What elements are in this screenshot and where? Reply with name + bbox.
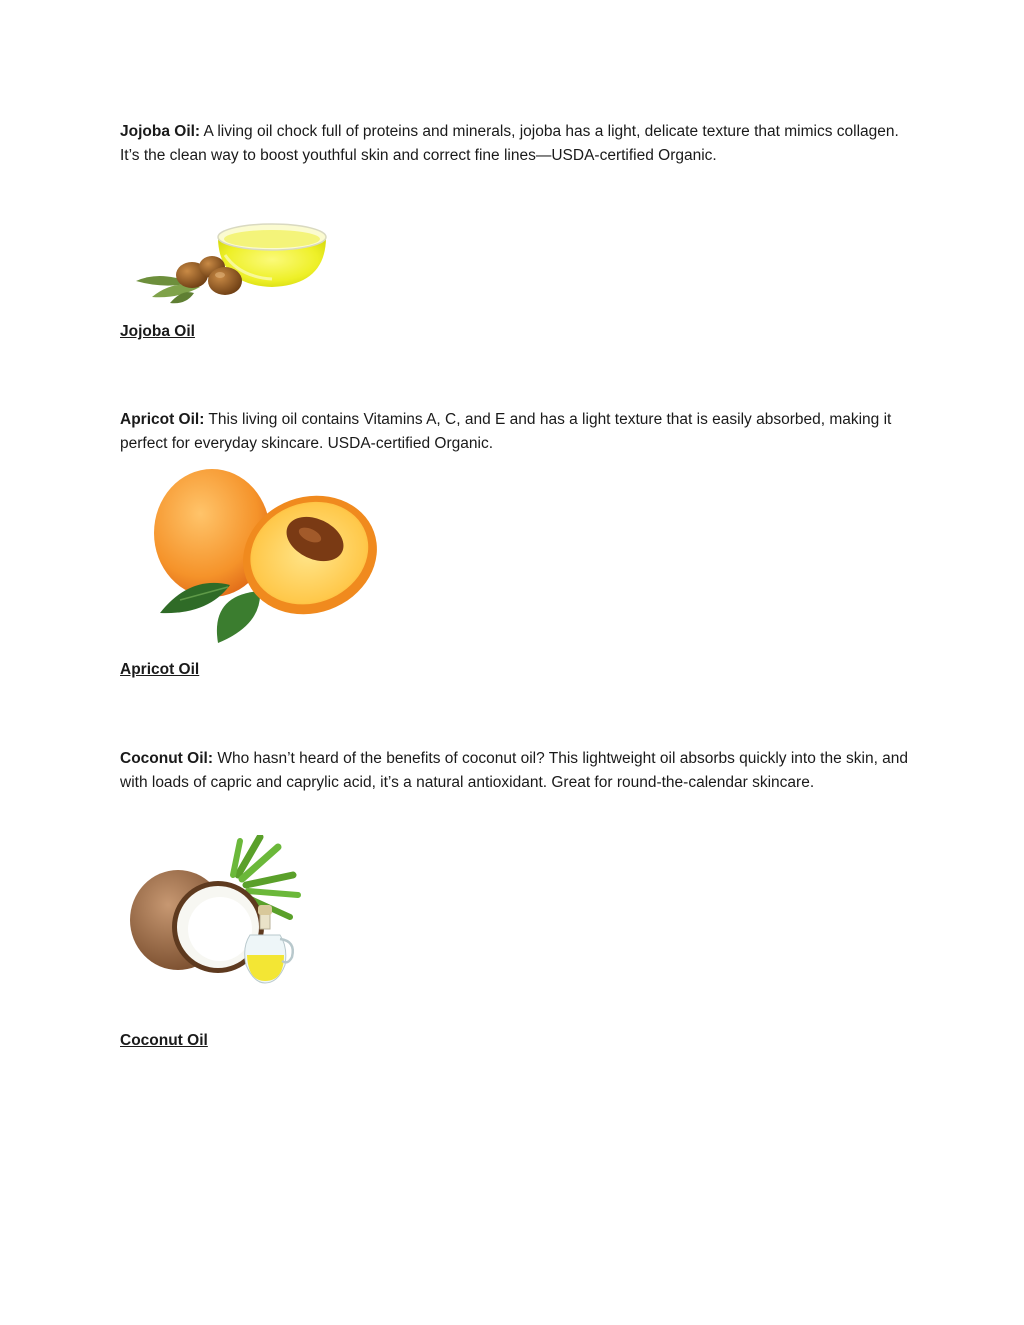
coconut-heading: Coconut Oil: bbox=[120, 750, 213, 767]
coconut-caption: Coconut Oil bbox=[120, 1032, 208, 1049]
apricot-caption: Apricot Oil bbox=[120, 661, 200, 678]
apricot-fruit-icon bbox=[150, 465, 380, 650]
apricot-heading: Apricot Oil: bbox=[120, 411, 205, 428]
coconut-paragraph bbox=[120, 747, 910, 795]
coconut-oil-bottle-icon bbox=[128, 835, 303, 990]
jojoba-oil-bowl-icon bbox=[130, 215, 335, 310]
apricot-paragraph bbox=[120, 408, 910, 456]
jojoba-caption: Jojoba Oil bbox=[120, 323, 195, 340]
coconut-text: Who hasn’t heard of the benefits of coconut oil? This lightweight oil absorbs quickly into the skin, and with loads of capric and caprylic acid, it’s a natural antioxidant. Great for round-the-calendar skincare. bbox=[120, 750, 909, 791]
apricot-text: This living oil contains Vitamins A, C, and E and has a light texture that is easily absorbed, making it perfect for everyday skincare. USDA-certified Organic. bbox=[120, 411, 892, 452]
jojoba-paragraph bbox=[120, 120, 910, 168]
jojoba-text: A living oil chock full of proteins and minerals, jojoba has a light, delicate texture that mimics collagen. It’s the clean way to boost youthful skin and correct fine lines—USDA-certified Organic. bbox=[120, 123, 899, 164]
jojoba-heading: Jojoba Oil: bbox=[120, 123, 201, 140]
